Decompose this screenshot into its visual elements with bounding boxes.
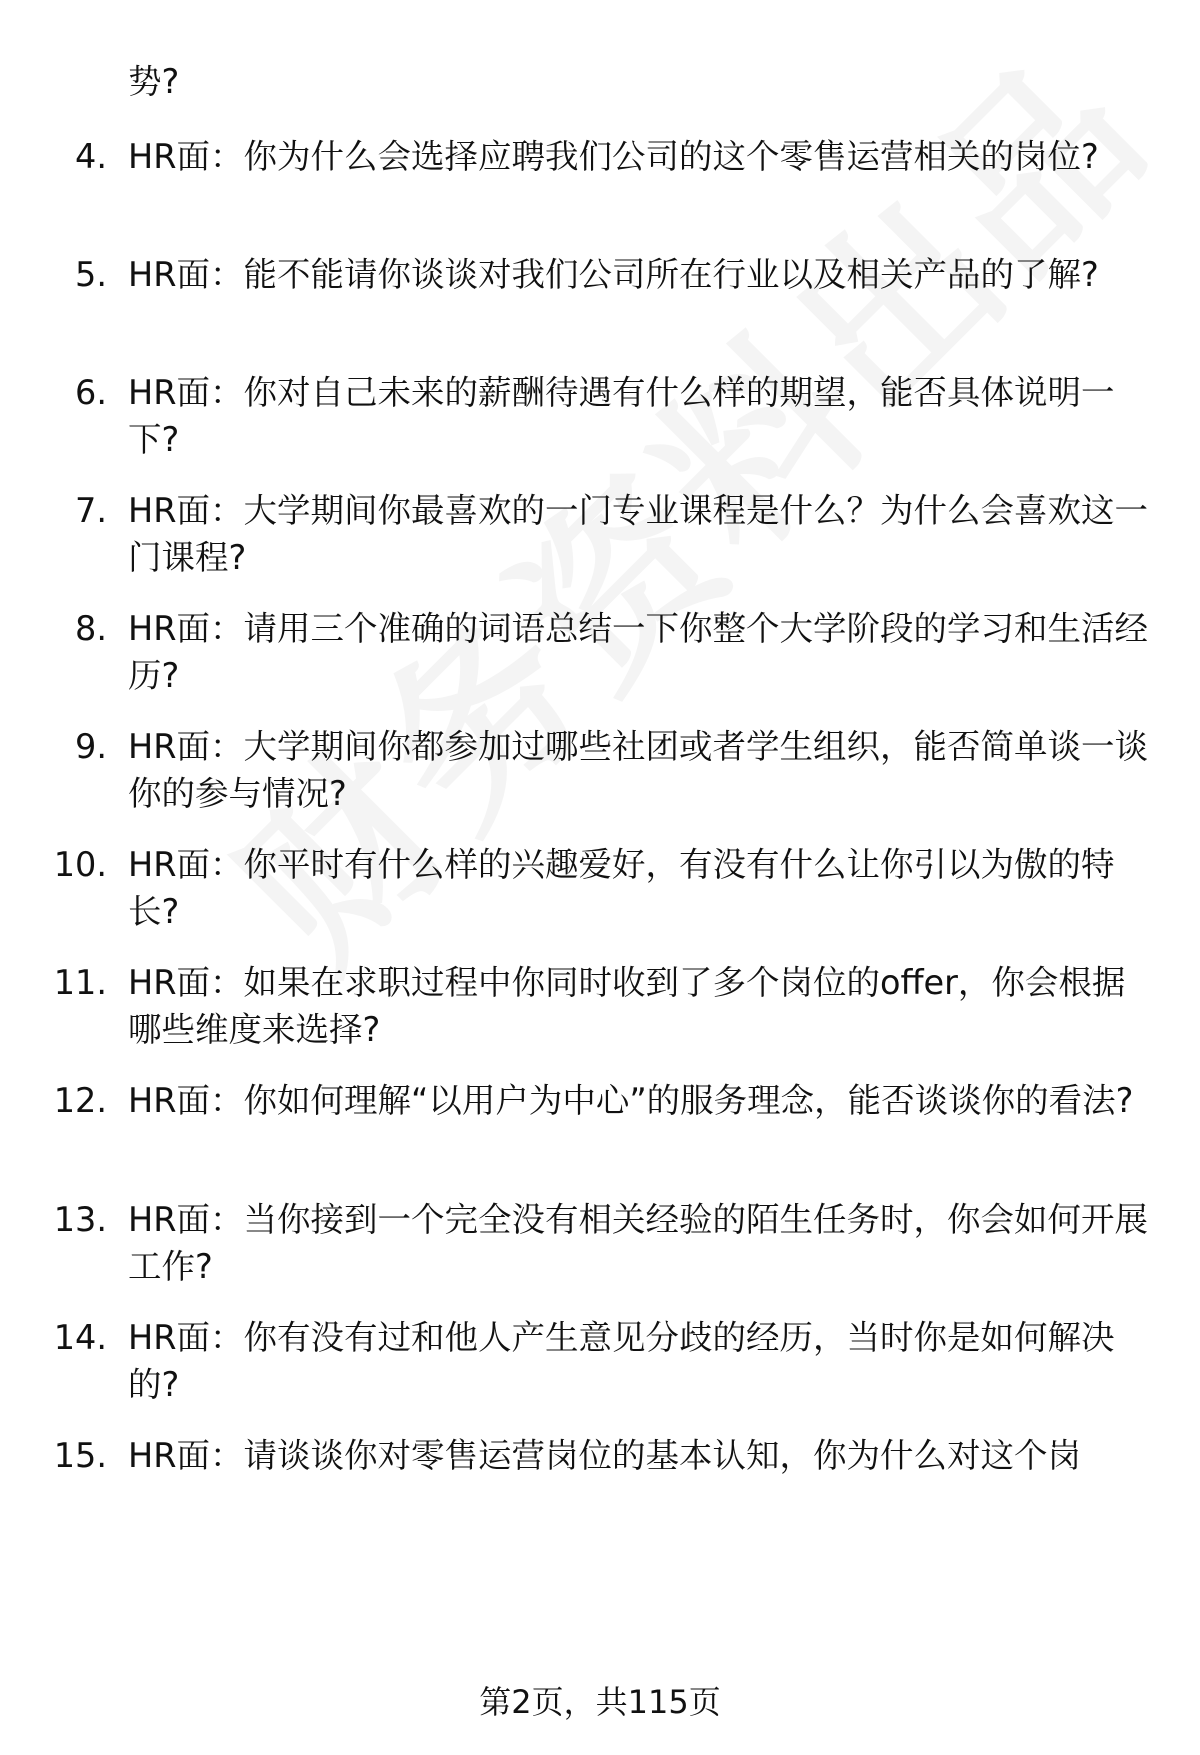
item-number: 10. bbox=[53, 845, 107, 884]
continuation-text: 势? bbox=[128, 62, 180, 101]
item-number: 12. bbox=[53, 1081, 107, 1120]
item-number: 15. bbox=[53, 1436, 107, 1475]
page-footer: 第2页，共115页 bbox=[479, 1683, 721, 1721]
item-text: HR面：当你接到一个完全没有相关经验的陌生任务时，你会如何开展工作? bbox=[128, 1200, 1148, 1286]
item-text: HR面：如果在求职过程中你同时收到了多个岗位的offer，你会根据哪些维度来选择? bbox=[128, 963, 1126, 1049]
item-number: 5. bbox=[75, 255, 107, 294]
item-text: HR面：请谈谈你对零售运营岗位的基本认知，你为什么对这个岗 bbox=[128, 1436, 1081, 1475]
item-number: 8. bbox=[75, 609, 107, 648]
item-number: 6. bbox=[75, 373, 107, 412]
item-text: HR面：请用三个准确的词语总结一下你整个大学阶段的学习和生活经历? bbox=[128, 609, 1148, 695]
item-number: 11. bbox=[53, 963, 107, 1002]
item-text: HR面：你平时有什么样的兴趣爱好，有没有什么让你引以为傲的特长? bbox=[128, 845, 1115, 931]
item-text: HR面：大学期间你都参加过哪些社团或者学生组织，能否简单谈一谈你的参与情况? bbox=[128, 727, 1148, 813]
item-text: HR面：你如何理解“以用户为中心”的服务理念，能否谈谈你的看法? bbox=[128, 1081, 1134, 1120]
item-number: 13. bbox=[53, 1200, 107, 1239]
item-text: HR面：能不能请你谈谈对我们公司所在行业以及相关产品的了解? bbox=[128, 255, 1099, 294]
item-number: 14. bbox=[53, 1318, 107, 1357]
item-text: HR面：你对自己未来的薪酬待遇有什么样的期望，能否具体说明一下? bbox=[128, 373, 1115, 459]
item-number: 4. bbox=[75, 137, 107, 176]
item-text: HR面：你为什么会选择应聘我们公司的这个零售运营相关的岗位? bbox=[128, 137, 1099, 176]
item-number: 7. bbox=[75, 491, 107, 530]
item-number: 9. bbox=[75, 727, 107, 766]
item-text: HR面：你有没有过和他人产生意见分歧的经历，当时你是如何解决的? bbox=[128, 1318, 1115, 1404]
item-text: HR面：大学期间你最喜欢的一门专业课程是什么？为什么会喜欢这一门课程? bbox=[128, 491, 1148, 577]
